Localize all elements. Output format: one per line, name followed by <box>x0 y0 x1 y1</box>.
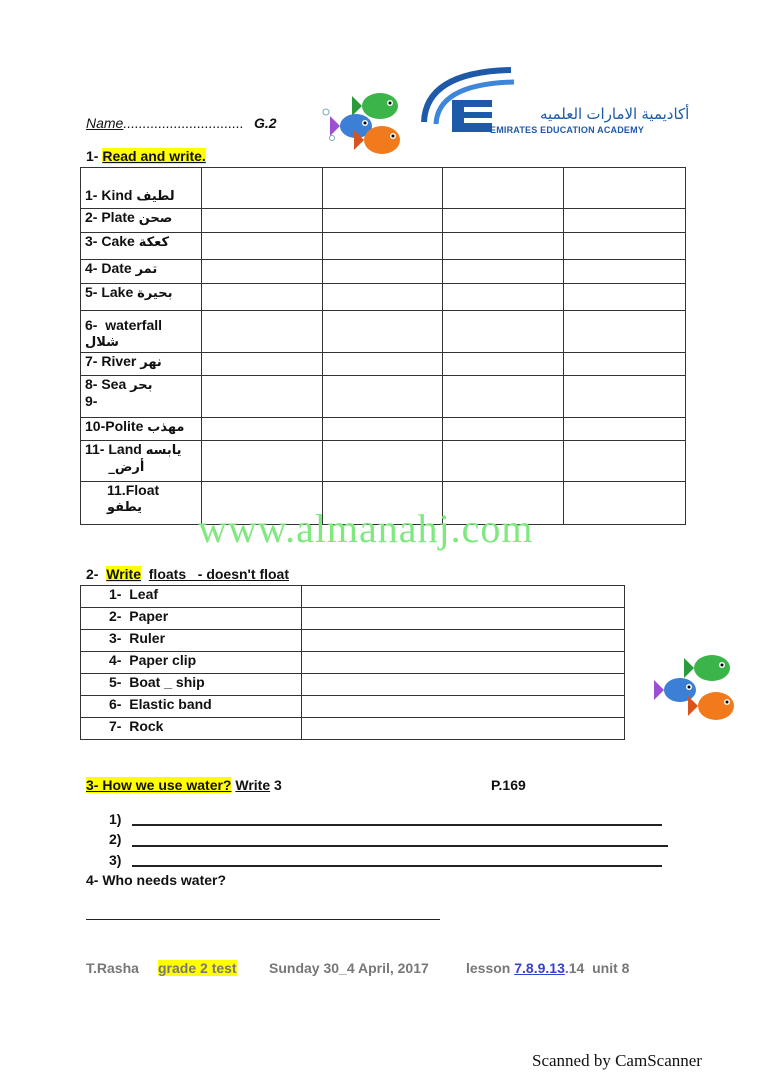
table-row: 10-Polite مهذب <box>81 418 686 441</box>
scanner-watermark: Scanned by CamScanner <box>532 1051 702 1070</box>
section2-title: 2- Write floats _- doesn't float <box>86 566 289 582</box>
section4-question: 4- Who needs water? <box>86 872 227 888</box>
table-row: 8- Sea بحر 9- <box>81 376 686 418</box>
table-row: 6- waterfall شلال <box>81 311 686 353</box>
logo-arabic-text: أكاديمية الامارات العلميه <box>540 106 690 123</box>
footer-date: Sunday 30_4 April, 2017 <box>269 960 429 976</box>
watermark-text: www.almanahj.com <box>198 506 534 551</box>
answer-label-1: 1) <box>109 811 122 827</box>
table-row: 5- Boat _ ship <box>81 674 625 696</box>
footer-teacher: T.Rasha <box>86 960 139 976</box>
table-row: 3- Ruler <box>81 630 625 652</box>
table-row: 3- Cake كعكة <box>81 233 686 260</box>
answer-line <box>86 919 440 920</box>
read-write-table <box>80 167 686 525</box>
table-row: 1- Leaf <box>81 586 625 608</box>
float-table <box>80 585 625 740</box>
grade-label: G.2 <box>254 115 277 131</box>
answer-label-3: 3) <box>109 852 122 868</box>
answer-line <box>132 845 668 847</box>
footer-test: grade 2 test <box>158 960 237 976</box>
answer-line <box>132 824 662 826</box>
table-row: 4- Date تمر <box>81 260 686 284</box>
table-row: 7- River نهر <box>81 353 686 376</box>
table-row: 5- Lake بحيرة <box>81 284 686 311</box>
table-row: 6- Elastic band <box>81 696 625 718</box>
name-label: Name............................... <box>86 115 244 131</box>
table-row: 11- Land يابسه _أرض <box>81 441 686 482</box>
footer-lesson: lesson 7.8.9.13.14 unit 8 <box>466 960 630 976</box>
table-row: 4- Paper clip <box>81 652 625 674</box>
section1-title: 1- Read and write. <box>86 148 206 164</box>
table-row: 11.Float يطفو <box>81 482 686 525</box>
logo-english-text: EMIRATES EDUCATION ACADEMY <box>490 125 645 135</box>
table-row: 2- Plate صحن <box>81 209 686 233</box>
page-reference: P.169 <box>491 777 526 793</box>
table-row: 7- Rock <box>81 718 625 740</box>
fish-clipart-icon <box>650 648 742 730</box>
answer-label-2: 2) <box>109 831 122 847</box>
table-row: 2- Paper <box>81 608 625 630</box>
section3-question: 3- How we use water? Write 3 <box>86 777 282 793</box>
fish-clipart-icon <box>318 84 410 166</box>
answer-line <box>132 865 662 867</box>
table-row: 1- Kind لطيف <box>81 168 686 209</box>
